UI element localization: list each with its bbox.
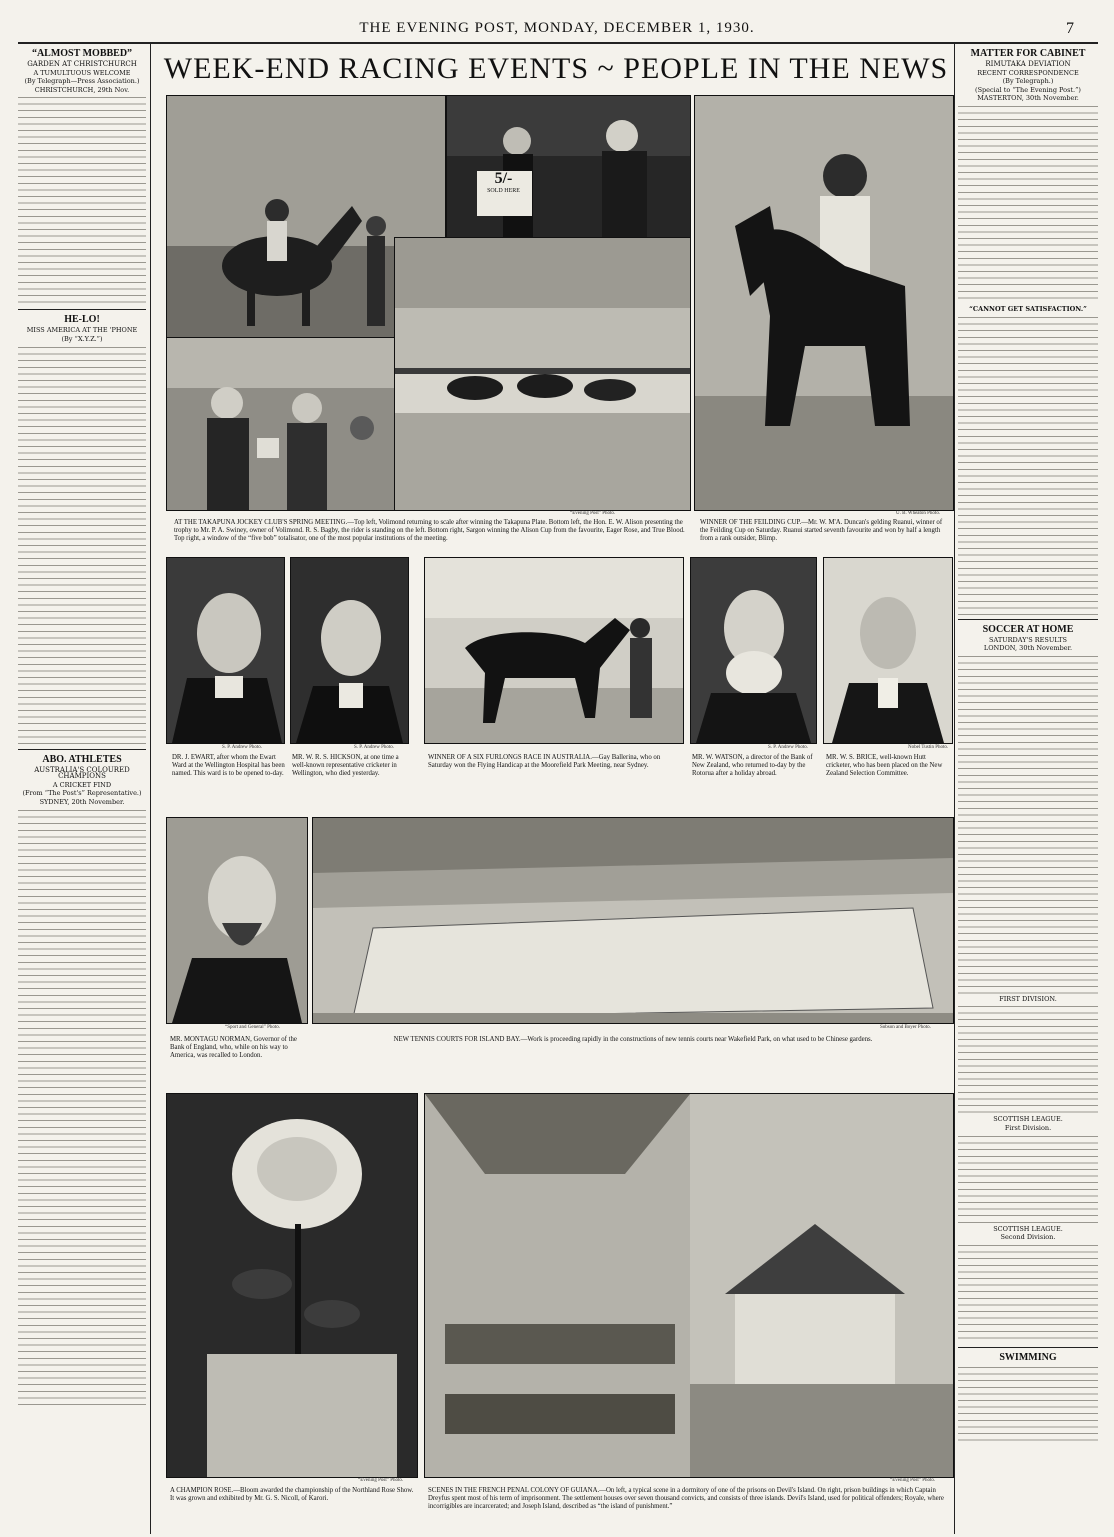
photo-sargon-winning	[394, 237, 691, 511]
story-subhead: SATURDAY'S RESULTS	[989, 635, 1067, 644]
photo-credit: S. P. Andrew Photo.	[768, 745, 809, 750]
photo-portrait-hickson	[290, 557, 409, 744]
story-body	[18, 95, 146, 305]
story-divider	[18, 309, 146, 310]
story-headline: SOCCER AT HOME	[982, 623, 1074, 635]
division-head: First Division.	[1004, 1123, 1052, 1132]
left-column	[18, 44, 146, 1534]
photo-credit: S. P. Andrew Photo.	[222, 745, 263, 750]
results-list	[958, 654, 1098, 994]
story-headline: HE-LO!	[64, 314, 100, 326]
photo-portrait-ewart	[166, 557, 285, 744]
story-dateline: LONDON, 30th November.	[983, 644, 1073, 653]
story-body	[958, 1365, 1098, 1445]
photo-credit: “Evening Post” Photo.	[570, 511, 616, 516]
photo-credit: Sobson and Boyer Photo.	[880, 1025, 931, 1030]
story-body	[958, 104, 1098, 304]
division-head: FIRST DIVISION.	[999, 994, 1057, 1003]
photo-portrait-watson	[690, 557, 817, 744]
caption-gay-ballerina: WINNER OF A SIX FURLONGS RACE IN AUSTRALIA.—Gay Ballerina, who on Saturday won the Flying Handicap at the Moorefield Park Meeting, near Sydney.	[428, 754, 661, 769]
photo-tennis-courts-island-bay	[312, 817, 954, 1024]
story-divider	[18, 749, 146, 750]
story-divider	[958, 1347, 1098, 1348]
story-byline: (By Telegraph.)	[1002, 77, 1054, 86]
story-subhead: GARDEN AT CHRISTCHURCH	[27, 60, 137, 68]
story-body	[18, 808, 146, 1408]
photo-credit: Nobel Tustin Photo.	[908, 745, 949, 750]
caption-brice: MR. W. S. BRICE, well-known Hutt cricketer, who has been placed on the New Zealand Selection Committee.	[826, 754, 943, 777]
story-headline: “ALMOST MOBBED”	[31, 48, 133, 59]
caption-guiana: SCENES IN THE FRENCH PENAL COLONY OF GUIANA.—On left, a typical scene in a dormitory of one of the prisons on Devil's Island. On right, prison buildings in which Captain Dreyfus spent most of his term of imprisonment. The settlement houses over seven thousand convicts, and consists of three islands. Devil's Island, used for political offenders; Royale, where incorrigibles are incarcerated; and Joseph Island, described as “the island of punishment.”	[428, 1487, 944, 1510]
story-byline: (By “X.Y.Z.”)	[61, 334, 103, 343]
masthead-rule	[18, 42, 1098, 44]
results-list	[958, 1004, 1098, 1114]
photo-credit: S. P. Andrew Photo.	[354, 745, 395, 750]
division-head: Second Division.	[1000, 1233, 1056, 1242]
photo-gay-ballerina	[424, 557, 684, 744]
column-rule-left	[150, 44, 151, 1534]
story-subhead: A CRICKET FIND	[52, 780, 112, 789]
story-body	[958, 315, 1098, 615]
story-inner-head: “CANNOT GET SATISFACTION.”	[969, 304, 1087, 313]
story-byline: (Special to “The Evening Post.”)	[975, 85, 1081, 94]
story-byline: (From “The Post's” Representative.)	[22, 789, 142, 798]
story-dateline: CHRISTCHURCH, 29th Nov.	[34, 85, 130, 94]
division-head: SCOTTISH LEAGUE.	[993, 1224, 1063, 1233]
caption-montagu-norman: MR. MONTAGU NORMAN, Governor of the Bank of England, who, while on his way to America, was recalled to London.	[170, 1036, 297, 1059]
caption-champion-rose: A CHAMPION ROSE.—Bloom awarded the championship of the Northland Rose Show. It was grown and exhibited by Mr. G. S. Nicoll, of Karori.	[170, 1487, 414, 1502]
photo-guiana-penal-colony	[424, 1093, 954, 1478]
masthead	[0, 0, 1114, 46]
tote-sign-label: SOLD HERE	[487, 188, 520, 194]
photo-credit: “Evening Post” Photo.	[358, 1478, 404, 1483]
column-rule-right	[954, 44, 955, 1534]
story-dateline: MASTERTON, 30th November.	[977, 94, 1079, 103]
story-subhead: MISS AMERICA AT THE 'PHONE	[26, 326, 138, 335]
photo-credit: U. B. Wheaton Photo.	[896, 511, 941, 516]
photo-champion-rose	[166, 1093, 418, 1478]
caption-tennis-courts: NEW TENNIS COURTS FOR ISLAND BAY.—Work is proceeding rapidly in the constructions of new tennis courts near Wakefield Park, on what used to be Chinese gardens.	[393, 1036, 873, 1043]
story-subhead: A TUMULTUOUS WELCOME	[33, 68, 131, 77]
tote-sign	[476, 170, 531, 210]
masthead-title: THE EVENING POST, MONDAY, DECEMBER 1, 1930.	[359, 20, 755, 36]
page-number: 7	[1066, 20, 1074, 37]
story-byline: (By Telegraph—Press Association.)	[24, 77, 140, 86]
caption-hickson: MR. W. R. S. HICKSON, at one time a well-known representative cricketer in Wellington, who died yesterday.	[292, 754, 399, 777]
caption-takapuna: AT THE TAKAPUNA JOCKEY CLUB'S SPRING MEETING.—Top left, Volimond returning to scale after winning the Takapuna Plate. Bottom left, the Hon. E. W. Alison presenting the trophy to Mr. P. A. Swiney, owner of Volimond. R. S. Bagby, the rider is standing on the left. Bottom right, Sargon winning the Alison Cup from the favourite, Eager Rose, and True Blood. Top right, a window of the “five bob” totalisator, one of the most popular institutions of the meeting.	[174, 519, 685, 542]
photo-portrait-brice	[823, 557, 953, 744]
results-list	[958, 1134, 1098, 1224]
photo-totalisator-window	[446, 95, 691, 239]
photo-portrait-montagu-norman	[166, 817, 308, 1024]
story-dateline: SYDNEY, 20th November.	[39, 797, 125, 806]
photo-credit: “Evening Post” Photo.	[890, 1478, 936, 1483]
banner-headline: WEEK-END RACING EVENTS ~ PEOPLE IN THE NEWS	[163, 52, 949, 85]
photo-ruanui-feilding-cup	[694, 95, 954, 511]
photo-credit: “Sport and General” Photo.	[225, 1025, 280, 1030]
division-head: SCOTTISH LEAGUE.	[993, 1115, 1063, 1124]
tote-sign-price: 5/-	[494, 170, 513, 187]
story-headline: SWIMMING	[999, 1351, 1057, 1363]
photo-trophy-presentation	[166, 337, 396, 511]
story-headline: MATTER FOR CABINET	[970, 48, 1086, 59]
caption-ewart: DR. J. EWART, after whom the Ewart Ward at the Wellington Hospital has been named. This ward is to be opened to-day.	[172, 754, 285, 777]
caption-feilding: WINNER OF THE FEILDING CUP.—Mr. W. M'A. Duncan's gelding Ruanui, winner of the Feilding Cup on Saturday. Ruanui started seventh favourite and won by half a length from a rank outsider, Blimp.	[700, 519, 943, 542]
story-body	[18, 345, 146, 745]
right-column	[958, 44, 1098, 1534]
caption-watson: MR. W. WATSON, a director of the Bank of New Zealand, who returned to-day by the Rotorua after a holiday abroad.	[692, 754, 813, 777]
results-list	[958, 1243, 1098, 1343]
story-subhead: AUSTRALIA'S COLOURED CHAMPIONS	[34, 765, 130, 781]
story-subhead: RIMUTAKA DEVIATION	[985, 60, 1071, 68]
story-subhead: RECENT CORRESPONDENCE	[977, 68, 1079, 77]
story-divider	[958, 619, 1098, 620]
story-headline: ABO. ATHLETES	[42, 753, 122, 765]
